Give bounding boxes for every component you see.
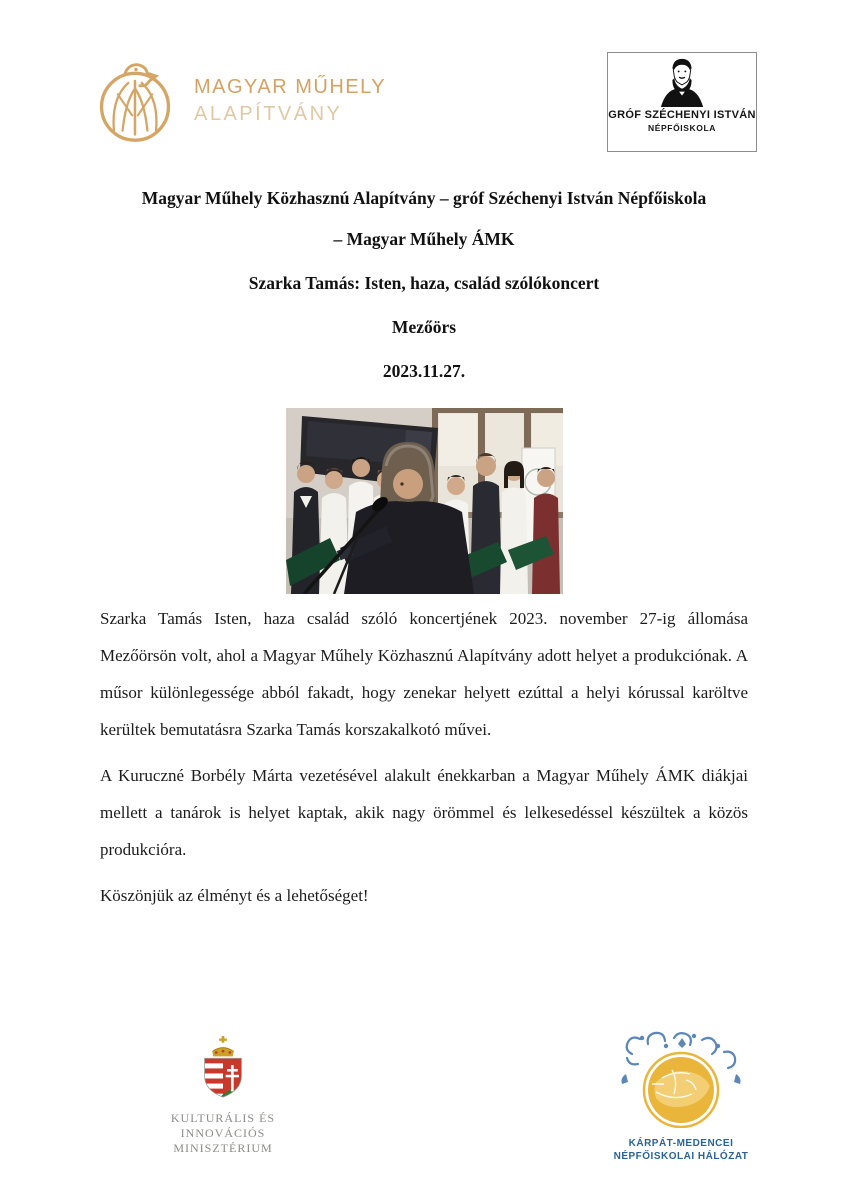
szechenyi-nepfoiskola-logo: [607, 52, 757, 152]
ministry-line1: KULTURÁLIS ÉS INNOVÁCIÓS: [170, 1111, 276, 1140]
karpat-network-icon: [614, 1030, 748, 1128]
nepfoiskolai-halozat-logo: [606, 1030, 756, 1163]
turul-bird-icon: [92, 58, 178, 144]
magyar-muhely-logo: [92, 58, 386, 144]
ministry-line2: MINISZTÉRIUM: [173, 1141, 273, 1155]
title-line-1: Magyar Műhely Közhasznú Alapítvány – gróf Széchenyi István Népfőiskola: [141, 188, 707, 208]
hungarian-coat-of-arms-icon: [199, 1036, 247, 1102]
ministry-logo: [128, 1036, 318, 1156]
szechenyi-logo-line1: GRÓF SZÉCHENYI ISTVÁN: [608, 109, 756, 121]
szechenyi-portrait-icon: [653, 57, 711, 107]
article-body: [100, 600, 748, 923]
title-line-4: Mezőörs: [391, 317, 457, 337]
network-line2: NÉPFŐISKOLAI HÁLÓZAT: [613, 1151, 749, 1162]
title-block: [0, 188, 848, 402]
title-line-2: – Magyar Műhely ÁMK: [333, 229, 515, 249]
paragraph-2: A Kuruczné Borbély Márta vezetésével alakult énekkarban a Magyar Műhely ÁMK diákjai mellett a tanárok is helyet kaptak, akik nagy örömmel és lelkesedéssel készültek a közös produkcióra.: [100, 766, 748, 859]
magyar-muhely-logo-line1: MAGYAR MŰHELY: [194, 76, 387, 98]
title-line-3: Szarka Tamás: Isten, haza, család szólókoncert: [248, 273, 600, 293]
network-line1: KÁRPÁT-MEDENCEI: [628, 1138, 734, 1149]
magyar-muhely-logo-line2: ALAPÍTVÁNY: [194, 103, 343, 125]
title-line-5: 2023.11.27.: [382, 361, 466, 381]
paragraph-1: Szarka Tamás Isten, haza család szóló koncertjének 2023. november 27-ig állomása Mezőörsön volt, ahol a Magyar Műhely Közhasznú Alapítvány adott helyet a produkciónak. A műsor különlegessége abból fakadt, hogy zenekar helyett ezúttal a helyi kórussal karöltve kerültek bemutatásra Szarka Tamás korszakalkotó művei.: [100, 609, 748, 739]
concert-photo: [286, 408, 563, 594]
paragraph-3: Köszönjük az élményt és a lehetőséget!: [100, 886, 369, 905]
szechenyi-logo-line2: NÉPFŐISKOLA: [648, 123, 716, 133]
